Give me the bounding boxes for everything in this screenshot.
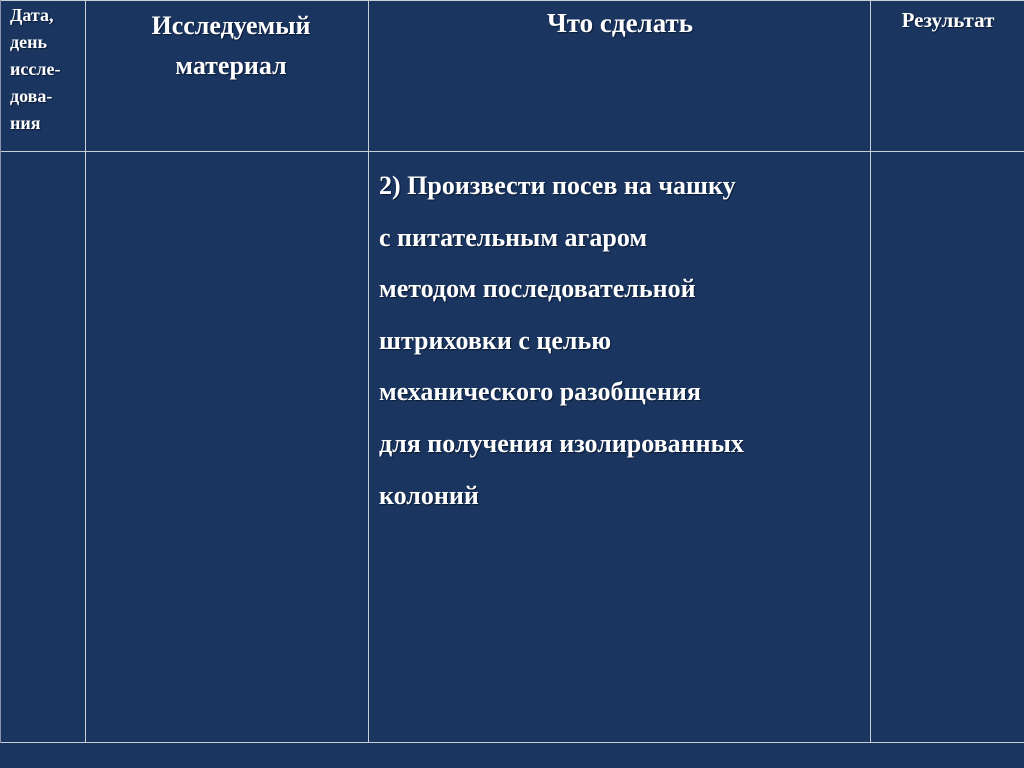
action-line: для получения изолированных — [379, 428, 744, 458]
header-date-line: иссле- — [10, 59, 61, 79]
action-line: методом последовательной — [379, 274, 696, 304]
header-date-line: Дата, — [10, 5, 54, 25]
column-divider-3 — [870, 0, 871, 743]
header-material-line: материал — [175, 51, 287, 80]
table-left-border — [0, 0, 1, 743]
header-material — [100, 6, 362, 86]
action-line: штриховки с целью — [379, 325, 612, 355]
action-line: колоний — [379, 480, 479, 510]
header-date — [10, 2, 86, 137]
row-action-text — [379, 160, 869, 521]
header-material-line: Исследуемый — [151, 11, 311, 40]
action-line: с питательным агаром — [379, 222, 648, 252]
header-date-line: ния — [10, 113, 41, 133]
action-line: 2) Произвести посев на чашку — [379, 171, 736, 200]
header-date-line: дова- — [10, 86, 53, 106]
action-line: механического разобщения — [379, 377, 701, 407]
column-divider-2 — [368, 0, 369, 743]
header-result: Результат — [901, 8, 995, 32]
header-date-line: день — [10, 32, 47, 52]
header-action: Что сделать — [546, 8, 694, 38]
